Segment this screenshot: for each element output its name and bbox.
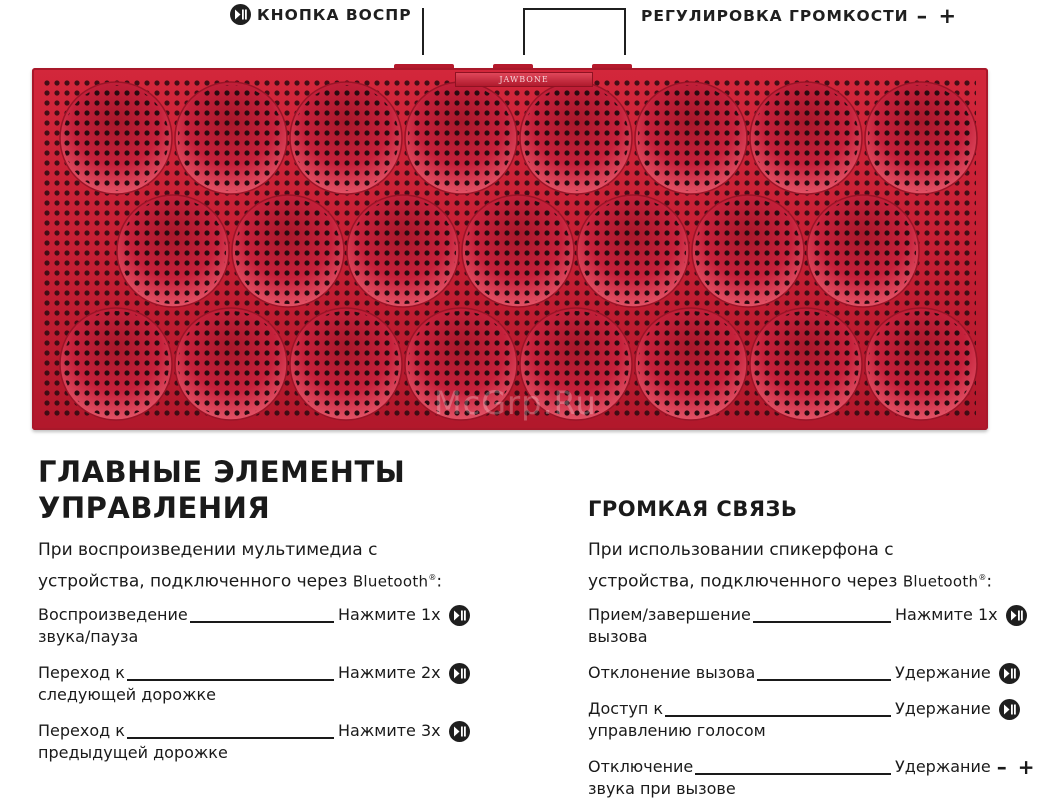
control-action [895,756,1036,778]
speaker-cup [405,82,517,194]
intro-text: устройства, подключенного через [588,571,898,592]
intro-colon: : [986,571,993,592]
control-action [895,604,1027,626]
speakerphone-intro-line1: При использовании спикерфона с [588,540,894,560]
leader-line [665,715,891,717]
speaker-cup [635,82,747,194]
speaker-cup [117,195,229,307]
control-action-label: Удержание [895,663,991,682]
registered-mark: ® [978,573,987,582]
control-row [588,604,1043,648]
main-controls-intro [38,537,442,596]
control-label-line1: Переход к [38,721,125,740]
play-pause-icon [230,4,251,25]
control-label-line1: Отключение [588,757,694,776]
volume-callout [641,4,958,28]
speaker-cup [750,308,862,420]
speakerphone-intro [588,537,992,596]
leader-line [757,679,891,681]
main-controls-title-line1: ГЛАВНЫЕ ЭЛЕМЕНТЫ [38,455,406,489]
control-label-line2: звука/пауза [38,627,139,646]
control-action-label: Нажмите 1x [895,605,998,624]
control-action [338,720,470,742]
speaker-cup [635,308,747,420]
play-pause-icon [1006,605,1027,626]
speaker-cup [807,195,919,307]
speaker-cup [692,195,804,307]
play-pause-icon [449,605,470,626]
speakerphone-intro-line2 [588,564,992,596]
control-action-label: Удержание [895,757,991,776]
volume-callout-line-right [624,8,626,55]
speaker-cup [462,195,574,307]
play-callout-line [422,8,424,55]
speaker-cup [175,308,287,420]
speaker-cup [347,195,459,307]
control-action [895,662,1020,684]
speaker-cup [60,308,172,420]
control-action-label: Нажмите 2x [338,663,441,682]
intro-text: устройства, подключенного через [38,571,348,592]
control-label-line1: Прием/завершение [588,605,751,624]
main-controls-intro-line1: При воспроизведении мультимедиа с [38,540,378,560]
control-action-label: Нажмите 3x [338,721,441,740]
control-label-line1: Доступ к [588,699,664,718]
leader-line [127,737,334,739]
control-label-line1: Отклонение вызова [588,663,756,682]
control-row [38,604,478,648]
control-label-line2: следующей дорожке [38,685,216,704]
registered-mark: ® [428,573,437,582]
leader-line [190,621,334,623]
control-action-label: Удержание [895,699,991,718]
control-label-line1: Переход к [38,663,125,682]
play-pause-icon [449,663,470,684]
control-row [588,662,1043,684]
speaker-image [32,68,988,430]
speaker-cup [865,82,977,194]
control-label-line2: звука при вызове [588,779,736,798]
bluetooth-label: Bluetooth [352,572,429,591]
intro-colon: : [436,571,443,592]
volume-callout-line-left [523,8,525,55]
speaker-grille [32,68,988,430]
speaker-cup [60,82,172,194]
play-pause-icon [449,721,470,742]
control-action [895,698,1020,720]
speaker-cup [750,82,862,194]
speakerphone-title: ГРОМКАЯ СВЯЗЬ [588,497,798,521]
control-action [338,604,470,626]
control-action-label: Нажмите 1x [338,605,441,624]
main-controls-intro-line2 [38,564,442,596]
control-row [38,720,478,764]
brand-logo: JAWBONE [455,72,593,87]
watermark: McGrp.Ru [434,384,597,422]
control-label-line2: предыдущей дорожке [38,743,228,762]
speaker-cup [290,82,402,194]
control-label-line2: вызова [588,627,648,646]
leader-line [695,773,891,775]
control-label-line2: управлению голосом [588,721,766,740]
control-action [338,662,470,684]
main-controls-title-line2: УПРАВЛЕНИЯ [38,491,271,525]
volume-callout-label: РЕГУЛИРОВКА ГРОМКОСТИ [641,7,909,25]
speaker-cup [520,82,632,194]
control-row [588,756,1043,800]
play-pause-icon [999,663,1020,684]
speaker-cup [577,195,689,307]
leader-line [127,679,334,681]
leader-line [753,621,891,623]
speaker-cup [232,195,344,307]
play-button-callout [230,4,412,25]
control-label-line1: Воспроизведение [38,605,188,624]
control-row [588,698,1043,742]
speaker-cup [865,308,977,420]
speaker-cup [175,82,287,194]
volume-minus-plus-icon: – + [916,4,959,28]
speaker-cup [290,308,402,420]
main-controls-title [38,454,405,526]
volume-callout-line-top [523,8,625,10]
control-row [38,662,478,706]
play-pause-icon [999,699,1020,720]
volume-minus-plus-icon: – + [996,755,1037,779]
play-button-callout-label: КНОПКА ВОСПР [257,5,412,24]
bluetooth-label: Bluetooth [902,572,979,591]
